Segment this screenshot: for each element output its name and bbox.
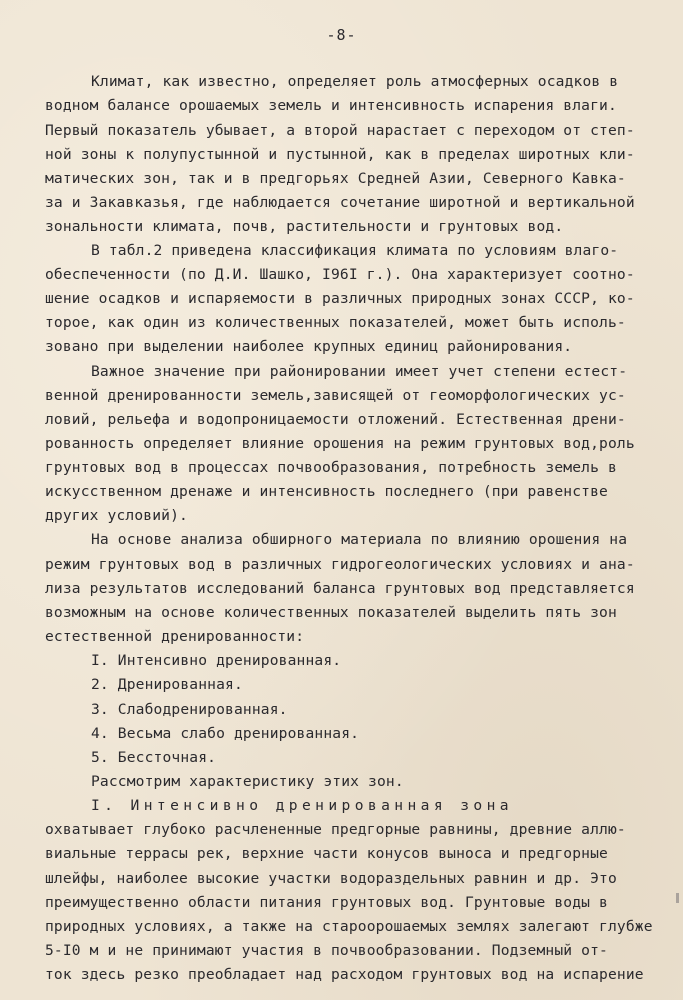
paragraph-1-line-4: ной зоны к полупустынной и пустынной, как в пределах широтных кли- (45, 146, 635, 163)
zone-1-line-7: ток здесь резко преобладает над расходом грунтовых вод на испарение (45, 966, 644, 983)
paragraph-2-line-3: шение осадков и испаряемости в различных природных зонах СССР, ко- (45, 290, 635, 307)
paragraph-2-line-2: обеспеченности (по Д.И. Шашко, I96I г.). Она характеризует соотно- (45, 266, 635, 283)
page-number: -8- (326, 26, 357, 44)
paragraph-3-line-2: венной дренированности земель,зависящей от геоморфологических ус- (45, 387, 626, 404)
paragraph-4-line-3: лиза результатов исследований баланса грунтовых вод представляется (45, 580, 635, 597)
paragraph-2-line-1: В табл.2 приведена классификация климата по условиям влаго- (91, 242, 619, 259)
zone-1-line-2: виальные террасы рек, верхние части конусов выноса и предгорные (45, 845, 608, 862)
zone-list-item-3: 3. Слабодренированная. (91, 701, 288, 718)
paragraph-2-line-4: торое, как один из количественных показателей, может быть исполь- (45, 314, 626, 331)
paragraph-4-line-5: естественной дренированности: (45, 628, 305, 645)
paragraph-3-line-7: других условий). (45, 507, 188, 524)
margin-pencil-mark (676, 893, 679, 903)
paragraph-1-line-5: матических зон, так и в предгорьях Средней Азии, Северного Кавка- (45, 170, 626, 187)
paragraph-3-line-6: искусственном дренаже и интенсивность последнего (при равенстве (45, 483, 608, 500)
zone-1-line-3: шлейфы, наиболее высокие участки водораздельных равнин и др. Это (45, 870, 617, 887)
zone-list-item-4: 4. Весьма слабо дренированная. (91, 725, 360, 742)
transition-sentence: Рассмотрим характеристику этих зон. (91, 773, 404, 790)
paragraph-2-line-5: зовано при выделении наиболее крупных единиц районирования. (45, 338, 573, 355)
paragraph-4-line-4: возможным на основе количественных показателей выделить пять зон (45, 604, 617, 621)
zone-1-line-4: преимущественно области питания грунтовых вод. Грунтовые воды в (45, 894, 608, 911)
zone-1-line-5: природных условиях, а также на староорошаемых землях залегают глубже (45, 918, 653, 935)
zone-list-item-5: 5. Бессточная. (91, 749, 217, 766)
zone-list-item-2: 2. Дренированная. (91, 676, 243, 693)
paragraph-1-line-1: Климат, как известно, определяет роль атмосферных осадков в (91, 73, 619, 90)
paragraph-3-line-5: грунтовых вод в процессах почвообразования, потребность земель в (45, 459, 617, 476)
zone-1-heading: I. Интенсивно дренированная зона (91, 797, 513, 814)
zone-1-line-1: охватывает глубоко расчлененные предгорные равнины, древние аллю- (45, 821, 626, 838)
paragraph-3-line-4: рованность определяет влияние орошения на режим грунтовых вод,роль (45, 435, 635, 452)
paragraph-1-line-7: зональности климата, почв, растительности и грунтовых вод. (45, 218, 564, 235)
paragraph-3-line-1: Важное значение при районировании имеет учет степени естест- (91, 363, 628, 380)
paragraph-4-line-1: На основе анализа обширного материала по влиянию орошения на (91, 531, 628, 548)
zone-1-line-6: 5-I0 м и не принимают участия в почвообразовании. Подземный от- (45, 942, 608, 959)
paragraph-1-line-2: водном балансе орошаемых земель и интенсивность испарения влаги. (45, 97, 617, 114)
paragraph-1-line-6: за и Закавказья, где наблюдается сочетание широтной и вертикальной (45, 194, 635, 211)
paragraph-3-line-3: ловий, рельефа и водопроницаемости отложений. Естественная дрени- (45, 411, 626, 428)
paragraph-1-line-3: Первый показатель убывает, а второй нарастает с переходом от степ- (45, 122, 635, 139)
zone-list-item-1: I. Интенсивно дренированная. (91, 652, 342, 669)
paragraph-4-line-2: режим грунтовых вод в различных гидрогеологических условиях и ана- (45, 556, 635, 573)
